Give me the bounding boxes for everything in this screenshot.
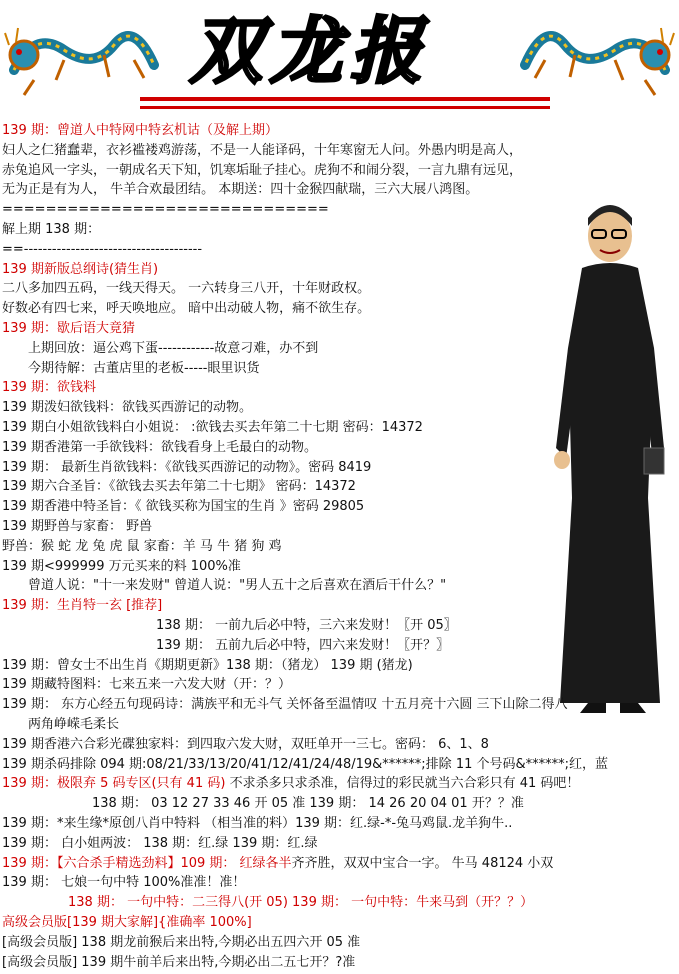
text-line: 138 期： 03 12 27 33 46 开 05 准 139 期： 14 26 20 04 01 开？？准 <box>92 796 524 812</box>
text-line: 139 期新版总纲诗(猜生肖) <box>2 261 159 277</box>
text-line: 139 期六合圣旨：《欲钱去买去年第二十七期》 密码：14372 <box>2 479 356 495</box>
text-line: 野兽：猴 蛇 龙 兔 虎 鼠 家畜：羊 马 牛 猪 狗 鸡 <box>2 538 282 554</box>
text-line: 139 期： 白小姐两波： 138 期：红.绿 139 期：红.绿 <box>2 835 318 851</box>
text-line: 139 期：生肖特一玄 [推荐] <box>2 598 163 614</box>
text-line: 139 期：曾女士不出生肖《期期更新》138 期：（猪龙） 139 期 (猪龙) <box>2 657 413 673</box>
text-line: 139 期：【六合杀手精选劲料】109 期： 红绿各半齐齐胜，双双中宝合一字。 牛马 48124 小双 <box>2 855 554 871</box>
text-line: 139 期： 最新生肖欲钱料：《欲钱买西游记的动物》。密码 8419 <box>2 459 372 475</box>
dragon-left-icon <box>4 10 164 110</box>
text-line: 139 期香港中特圣旨：《 欲钱买称为国宝的生肖 》密码 29805 <box>2 499 365 515</box>
text-line: 139 期泼妇欲钱料：欲钱买西游记的动物。 <box>2 400 252 416</box>
man-figure-icon <box>548 198 674 718</box>
text-line: 解上期 138 期： <box>2 222 101 237</box>
text-line: 妇人之仁猪蠢辈，衣衫褴褛鸡游荡，不是一人能译码，十年寒窗无人问。外愚内明是高人， <box>2 142 523 158</box>
masthead <box>0 0 679 122</box>
text-line: 139 期：曾道人中特网中特玄机诂（及解上期） <box>2 123 278 138</box>
text-line: 高级会员版[139 期大家解]{准确率 100%] <box>2 915 252 930</box>
text-line: 139 期香港六合彩光碟独家料：到四取六发大财，双旺单开一三七。密码： 6、1、8 <box>2 736 489 752</box>
text-line: 两角峥嵘毛柔长 <box>28 717 120 732</box>
text-line: 138 期： 一前九后必中特，三六来发财！〖开 05〗 <box>156 618 457 633</box>
text-line: 曾道人说："十一来发财" 曾道人说："男人五十之后喜欢在酒后干什么？" <box>28 578 447 594</box>
text-line: 无为正是有为人， 牛羊合欢最团结。 本期送：四十金猴四献瑞，三六大展八鸿图。 <box>2 182 479 198</box>
text-line: ============================== <box>2 202 329 218</box>
text-line: 139 期香港第一手欲钱料：欲钱看身上毛最白的动物。 <box>2 439 317 455</box>
text-line: 139 期杀码排除 094 期:08/21/33/13/20/41/12/41/24/48/19&******;排除 11 个号码&******;红，蓝 <box>2 756 609 772</box>
text-line: 139 期：欲钱料 <box>2 380 96 396</box>
title-underline <box>140 97 550 101</box>
text-line: 139 期：歇后语大竟猜 <box>2 321 135 336</box>
text-line: 139 期<999999 万元买来的料 100%准 <box>2 558 241 574</box>
text-line: [高级会员版] 139 期牛前羊后来出特,今期必出二五七开？?准 <box>2 954 356 970</box>
text-line: 今期待解：古董店里的老板-----眼里识货 <box>28 360 260 376</box>
text-line: 139 期白小姐欲钱料白小姐说： :欲钱去买去年第二十七期 密码：14372 <box>2 420 423 435</box>
text-line: ==-------------------------------------- <box>2 241 203 257</box>
text-line: 赤兔追风一字头，一朝成名天下知，饥寒垢耻子挂心。虎狗不和闹分裂，一言九鼎有远见， <box>2 162 523 178</box>
text-line: 139 期：极限弃 5 码专区(只有 41 码) 不求杀多只求杀准，信得过的彩民就当六合彩只有 41 码吧！ <box>2 776 580 792</box>
dragon-right-icon <box>515 10 675 110</box>
text-line: 139 期： 东方心经五句现码诗：满族平和无斗气 关怀备至温情叹 十五月亮十六圆 三下山除二得八 <box>2 697 568 713</box>
text-line: 139 期藏特图料：七来五来一六发大财（开：？） <box>2 677 291 693</box>
text-line: 139 期：*来生缘*原创八肖中特料 （相当准的料）139 期：红.绿-*-兔马鸡鼠.龙羊狗牛.. <box>2 816 513 831</box>
masthead-title: 双龙报 <box>190 8 431 93</box>
text-line: 上期回放：逼公鸡下蛋------------故意刁难，办不到 <box>28 340 319 356</box>
title-underline-2 <box>140 106 550 109</box>
text-line: 二八多加四五码，一线天得天。 一六转身三八开，十年财政权。 <box>2 281 371 297</box>
text-line: 139 期： 七娘一句中特 100%准准！准！ <box>2 875 246 891</box>
text-line: [高级会员版] 138 期龙前猴后来出特,今期必出五四六开 05 准 <box>2 934 361 950</box>
text-line: 138 期： 一句中特：二三得八(开 05) 139 期： 一句中特：牛来马到（开？？） <box>68 895 534 911</box>
text-line: 139 期： 五前九后必中特，四六来发财！〖开？〗 <box>156 637 450 653</box>
text-line: 139 期野兽与家畜： 野兽 <box>2 519 153 534</box>
text-line: 好数必有四七来，呼天唤地应。 暗中出动破人物，痛不欲生存。 <box>2 301 371 317</box>
